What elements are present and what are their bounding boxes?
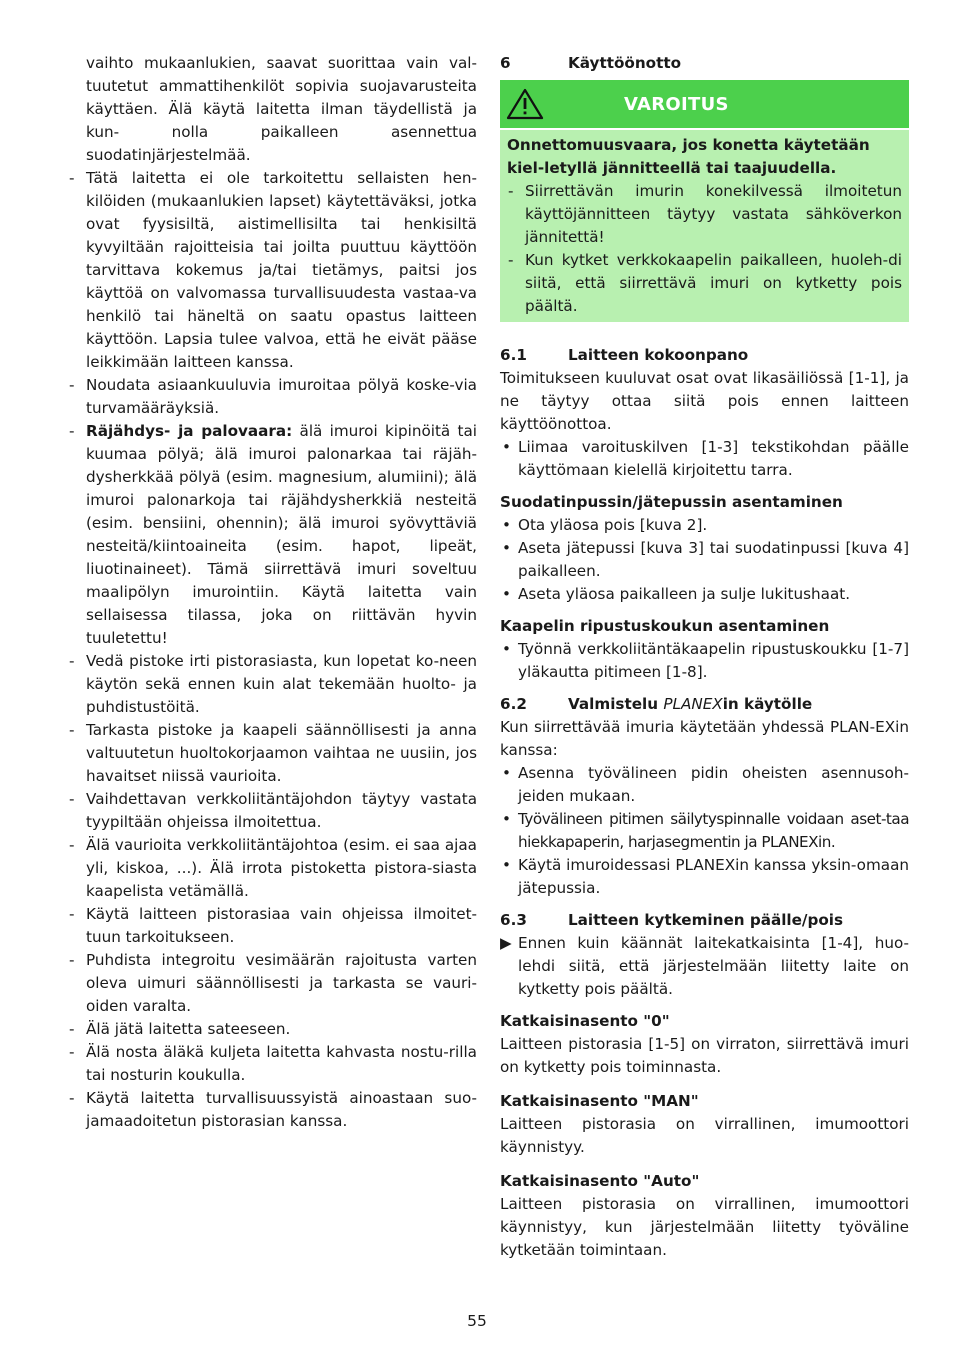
section-heading <box>500 52 909 75</box>
intro-line: tuutetut ammattihenkilöt sopivia suojavarusteita <box>86 77 477 95</box>
warning-triangle-icon <box>506 88 544 120</box>
warning-body <box>500 130 909 322</box>
bullet-item: • Työvälineen pitimen säilytyspinnalle voidaan aset-taa hiekkapaperin, harjasegmentin ja PLANEXin. <box>500 808 909 854</box>
subheading: Katkaisinasento "0" <box>500 1012 670 1030</box>
section-heading <box>500 693 909 716</box>
subheading: Kaapelin ripustuskoukun asentaminen <box>500 617 830 635</box>
instruction-text: Ennen kuin käännät laitekatkaisinta [1-4], huo-lehdi siitä, että järjestelmään liitetty laite on kytketty pois päältä. <box>518 934 909 998</box>
section-text: Laitteen pistorasia on virrallinen, imumoottori käynnistyy, kun järjestelmään liitetty työväline kytketään toimintaan. <box>500 1195 909 1259</box>
page-number: 55 <box>467 1312 487 1330</box>
warning-item: - Kun kytket verkkokaapelin paikalleen, huoleh-di siitä, että siirrettävä imuri on kytketty pois päältä. <box>507 249 902 318</box>
subheading: Katkaisinasento "MAN" <box>500 1092 699 1110</box>
bullet-list <box>500 436 909 482</box>
safety-item-text: Vedä pistoke irti pistorasiasta, kun lopetat ko-neen käytön sekä ennen kuin alat tekemään huolto- ja puhdistustöitä. <box>86 652 477 716</box>
safety-item-text: Tätä laitetta ei ole tarkoitettu sellaisten hen-kilöiden (mukaanlukien lapset) käytettäväksi, jotka ovat fyysisiltä, aistimellisilta tai henkisiltä kyvyiltään rajoitteisia tai joilta puuttuu käyttöön tarvittava kokemus ja/tai tietämys, paitsi jos käyttöä on valvomassa turvallisuudesta vastaa-va henkilö tai häneltä on saatu opastus laitteen käyttöön. Lapsia tulee valvoa, että he eivät pääse leikkimään laitteen kanssa. <box>86 169 477 371</box>
safety-item-text: Käytä laitteen pistorasiaa vain ohjeissa ilmoitet-tuun tarkoitukseen. <box>86 905 477 946</box>
safety-item <box>68 650 477 719</box>
instruction-item <box>500 932 909 1001</box>
safety-item-text: Noudata asiaankuuluvia imuroitaa pölyä koske-via turvamääräyksiä. <box>86 376 477 417</box>
safety-item <box>68 420 477 650</box>
section-text: Kun siirrettävää imuria käytetään yhdessä PLAN-EXin kanssa: <box>500 718 909 759</box>
bullet-item: • Liimaa varoituskilven [1-3] tekstikohdan päälle käyttömaan kielellä kirjoitettu tarra. <box>500 436 909 482</box>
intro-paragraph <box>68 52 477 167</box>
section-title: Laitteen kokoonpano <box>568 346 749 364</box>
warning-list <box>507 180 902 318</box>
warning-item: - Siirrettävän imurin konekilvessä ilmoitetun käyttöjännitteen täytyy vastata sähköverkon jännitettä! <box>507 180 902 249</box>
safety-item <box>68 374 477 420</box>
bullet-item: • Työnnä verkkoliitäntäkaapelin ripustuskoukku [1-7] yläkautta pitimeen [1-8]. <box>500 638 909 684</box>
section-title-part: in käytölle <box>722 695 813 713</box>
bullet-list <box>500 638 909 684</box>
section-heading <box>500 909 909 932</box>
safety-item <box>68 1087 477 1133</box>
section-number: 6.3 <box>500 911 527 929</box>
intro-line: vaihto mukaanlukien, saavat suorittaa vain val- <box>86 54 477 72</box>
intro-line: käyttäen. Älä käytä laitetta ilman täydellistä ja kun- <box>86 100 477 141</box>
section-title-part: Valmistelu <box>568 695 664 713</box>
section-number: 6 <box>500 54 511 72</box>
safety-item-text: Älä jätä laitetta sateeseen. <box>86 1020 291 1038</box>
left-column <box>68 52 477 1133</box>
section-title: Laitteen kytkeminen päälle/pois <box>568 911 844 929</box>
warning-headline: Onnettomuusvaara, jos konetta käytetään kiel-letyllä jännitteellä tai taajuudella. <box>507 136 870 177</box>
bullet-list <box>500 762 909 900</box>
section-text: Laitteen pistorasia on virrallinen, imumoottori käynnistyy. <box>500 1115 909 1156</box>
intro-line: nolla paikalleen asennettua suodatinjärjestelmää. <box>86 123 478 164</box>
safety-item-text: älä imuroi kipinöitä tai kuumaa pölyä; älä imuroi palonarkaa tai räjäh-dysherkkää pölyä (esim. magnesium, alumiini); älä imuroi palonarkoja tai räjähdysherkkiä nesteitä (esim. bensiini, ohennin); älä imuroi syövyttäviä nesteitä/kiintoaineita (esim. hapot, lipeät, liuotinaineet). Tämä siirrettävä imuri soveltuu maalipölyn imurointiin. Käytä laitetta vain sellaisessa tilassa, joka on riittävän hyvin tuuletettu! <box>86 422 477 647</box>
section-number: 6.2 <box>500 695 527 713</box>
section-heading <box>500 344 909 367</box>
bullet-item: • Asenna työvälineen pidin oheisten asennusoh-jeiden mukaan. <box>500 762 909 808</box>
safety-item <box>68 903 477 949</box>
subheading: Suodatinpussin/jätepussin asentaminen <box>500 493 843 511</box>
warning-title: VAROITUS <box>624 93 729 115</box>
section-text: Toimitukseen kuuluvat osat ovat likasäiliössä [1-1], ja ne täytyy ottaa siitä pois ennen laitteen käyttöönottoa. <box>500 369 909 433</box>
section-number: 6.1 <box>500 346 527 364</box>
safety-item-bold: Räjähdys- ja palovaara: <box>86 422 293 440</box>
warning-header <box>500 80 909 128</box>
section-text: Laitteen pistorasia [1-5] on virraton, siirrettävä imuri on kytketty pois toiminnasta. <box>500 1035 909 1076</box>
safety-item <box>68 1018 477 1041</box>
safety-item-text: Vaihdettavan verkkoliitäntäjohdon täytyy vastata tyypiltään ohjeissa ilmoitettua. <box>86 790 477 831</box>
safety-item <box>68 788 477 834</box>
section-title-italic: PLANEX <box>663 695 723 713</box>
section-title <box>568 693 812 716</box>
safety-item-text: Älä nosta äläkä kuljeta laitetta kahvasta nostu-rilla tai nosturin koukulla. <box>86 1043 477 1084</box>
safety-item-text: Käytä laitetta turvallisuussyistä ainoastaan suo-jamaadoitetun pistorasian kanssa. <box>86 1089 477 1130</box>
safety-item-text: Puhdista integroitu vesimäärän rajoitusta varten oleva uimuri säännöllisesti ja tarkasta se vauri-oiden varalta. <box>86 951 477 1015</box>
safety-item-text: Älä vaurioita verkkoliitäntäjohtoa (esim. ei saa ajaa yli, kiskoa, ...). Älä irrota pistoketta pistora-siasta kaapelista vetämällä. <box>86 836 477 900</box>
safety-item <box>68 834 477 903</box>
bullet-item: • Käytä imuroidessasi PLANEXin kanssa yksin-omaan jätepussia. <box>500 854 909 900</box>
safety-item <box>68 167 477 374</box>
subheading: Katkaisinasento "Auto" <box>500 1172 700 1190</box>
safety-item <box>68 1041 477 1087</box>
safety-item-text: Tarkasta pistoke ja kaapeli säännöllisesti ja anna valtuutetun huoltokorjaamon vaihtaa ne uusiin, jos havaitset niissä vaurioita. <box>86 721 477 785</box>
warning-box <box>500 80 909 322</box>
right-column <box>500 52 909 1262</box>
bullet-item: • Ota yläosa pois [kuva 2]. <box>500 514 909 537</box>
safety-item <box>68 949 477 1018</box>
section-title: Käyttöönotto <box>568 54 682 72</box>
bullet-item: • Aseta jätepussi [kuva 3] tai suodatinpussi [kuva 4] paikalleen. <box>500 537 909 583</box>
bullet-list <box>500 514 909 606</box>
safety-list <box>68 167 477 1133</box>
bullet-item: • Aseta yläosa paikalleen ja sulje lukitushaat. <box>500 583 909 606</box>
arrow-right-icon: ▶ <box>500 934 512 952</box>
safety-item <box>68 719 477 788</box>
